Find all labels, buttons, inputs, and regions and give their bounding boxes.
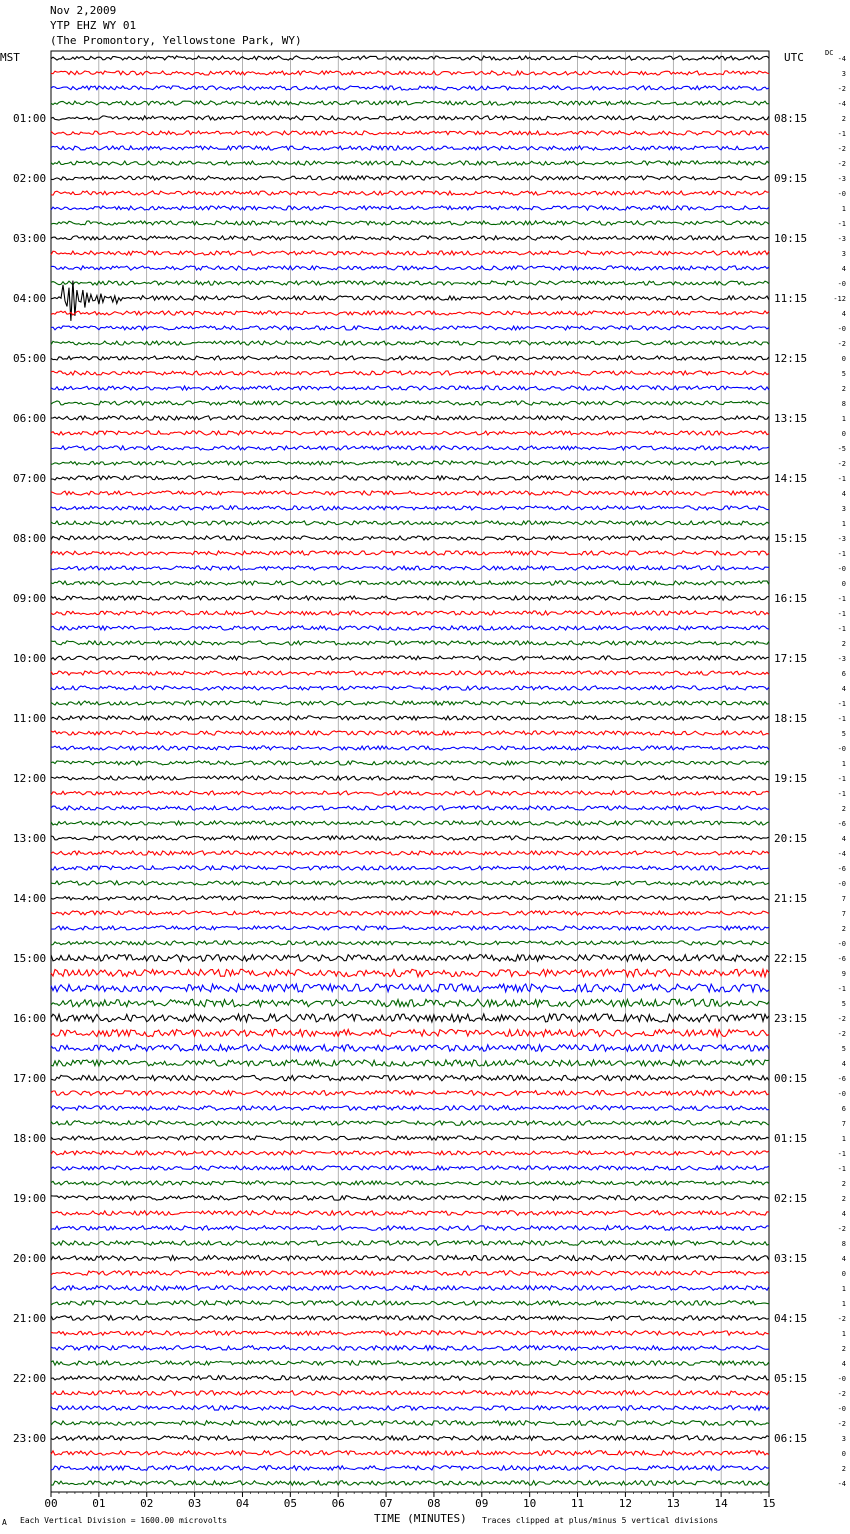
dc-offset-label: -4 <box>837 850 846 858</box>
seismic-trace <box>51 596 769 600</box>
x-tick-label: 01 <box>92 1497 106 1510</box>
seismic-trace <box>51 506 769 510</box>
utc-hour-label: 00:15 <box>774 1072 808 1085</box>
seismic-trace <box>51 1301 769 1306</box>
seismic-trace <box>51 101 769 105</box>
seismic-trace <box>51 266 769 270</box>
mst-hour-label: 01:00 <box>13 112 47 125</box>
utc-hour-label: 05:15 <box>774 1372 808 1385</box>
dc-offset-label: 1 <box>841 520 846 528</box>
seismic-trace <box>51 401 769 405</box>
seismic-trace <box>51 341 769 345</box>
utc-hour-label: 21:15 <box>774 892 808 905</box>
dc-offset-label: 2 <box>841 1180 846 1188</box>
seismic-trace <box>51 446 769 450</box>
seismic-trace <box>51 836 769 840</box>
x-tick-label: 04 <box>235 1497 250 1510</box>
dc-offset-label: 7 <box>841 895 846 903</box>
utc-hour-label: 06:15 <box>774 1432 808 1445</box>
seismic-trace <box>51 641 769 645</box>
dc-offset-label: -2 <box>837 85 846 93</box>
dc-offset-label: -1 <box>837 550 846 558</box>
utc-hour-label: 16:15 <box>774 592 808 605</box>
dc-offset-label: -0 <box>837 940 846 948</box>
dc-offset-label: 3 <box>841 250 846 258</box>
seismic-trace <box>51 1256 769 1261</box>
dc-offset-label: -1 <box>837 610 846 618</box>
seismic-trace <box>51 701 769 705</box>
seismic-trace <box>51 326 769 330</box>
dc-offset-label: 2 <box>841 1195 846 1203</box>
seismic-trace <box>51 1436 769 1441</box>
mst-hour-label: 16:00 <box>13 1012 47 1025</box>
dc-offset-label: 4 <box>841 1210 846 1218</box>
dc-offset-label: 3 <box>841 505 846 513</box>
dc-offset-label: -2 <box>837 160 846 168</box>
utc-hour-label: 14:15 <box>774 472 808 485</box>
dc-offset-label: 4 <box>841 1060 846 1068</box>
seismic-trace <box>51 1166 769 1170</box>
seismic-trace <box>51 671 769 675</box>
seismic-trace <box>51 311 769 315</box>
x-tick-label: 13 <box>666 1497 680 1510</box>
seismic-trace <box>51 416 769 420</box>
seismic-trace <box>51 911 769 915</box>
seismic-trace <box>51 1060 769 1066</box>
seismic-trace <box>51 236 769 240</box>
seismic-trace <box>51 56 769 60</box>
seismic-trace <box>51 1151 769 1155</box>
utc-hour-label: 03:15 <box>774 1252 808 1265</box>
dc-offset-label: -0 <box>837 190 846 198</box>
x-tick-label: 05 <box>283 1497 297 1510</box>
dc-offset-label: 2 <box>841 1465 846 1473</box>
dc-offset-label: -6 <box>837 820 846 828</box>
seismic-trace <box>51 71 769 75</box>
seismic-trace <box>51 941 769 945</box>
dc-offset-label: 2 <box>841 640 846 648</box>
seismic-trace <box>51 791 769 795</box>
seismic-trace <box>51 1346 769 1351</box>
dc-offset-label: -4 <box>837 55 846 63</box>
dc-offset-label: -0 <box>837 880 846 888</box>
seismic-trace <box>51 431 769 435</box>
mst-hour-label: 07:00 <box>13 472 47 485</box>
dc-offset-label: 4 <box>841 310 846 318</box>
dc-offset-label: 8 <box>841 400 846 408</box>
utc-hour-label: 19:15 <box>774 772 808 785</box>
dc-offset-label: -1 <box>837 625 846 633</box>
seismic-trace <box>51 386 769 390</box>
dc-offset-label: 0 <box>841 1450 846 1458</box>
dc-offset-label: -1 <box>837 1165 846 1173</box>
dc-offset-label: -6 <box>837 865 846 873</box>
dc-offset-label: 2 <box>841 115 846 123</box>
dc-offset-label: -0 <box>837 1375 846 1383</box>
utc-hour-label: 08:15 <box>774 112 808 125</box>
seismic-trace <box>51 1029 769 1036</box>
dc-offset-label: -3 <box>837 535 846 543</box>
dc-offset-label: -6 <box>837 1075 846 1083</box>
seismic-trace <box>51 806 769 810</box>
dc-offset-label: -1 <box>837 790 846 798</box>
dc-offset-label: 2 <box>841 385 846 393</box>
dc-offset-label: -1 <box>837 220 846 228</box>
dc-offset-label: -6 <box>837 955 846 963</box>
dc-offset-label: -1 <box>837 595 846 603</box>
seismic-trace <box>51 761 769 765</box>
dc-offset-label: 0 <box>841 355 846 363</box>
dc-offset-label: 1 <box>841 1300 846 1308</box>
seismic-trace <box>51 551 769 555</box>
seismic-trace <box>51 1014 769 1022</box>
label-group <box>0 51 846 1510</box>
mst-hour-label: 03:00 <box>13 232 47 245</box>
mst-hour-label: 19:00 <box>13 1192 47 1205</box>
seismic-trace <box>51 1286 769 1291</box>
seismic-trace <box>51 1361 769 1366</box>
x-tick-label: 10 <box>523 1497 537 1510</box>
seismic-trace <box>51 1421 769 1426</box>
mst-hour-label: 09:00 <box>13 592 47 605</box>
seismic-trace <box>51 161 769 165</box>
dc-offset-label: 2 <box>841 1345 846 1353</box>
seismic-trace <box>51 851 769 855</box>
seismic-trace <box>51 521 769 525</box>
footer-left-mark: A <box>2 1518 7 1527</box>
dc-offset-label: 3 <box>841 1435 846 1443</box>
utc-hour-label: 18:15 <box>774 712 808 725</box>
x-tick-label: 07 <box>379 1497 393 1510</box>
trace-group <box>51 56 769 1485</box>
dc-offset-label: 7 <box>841 1120 846 1128</box>
dc-offset-label: -0 <box>837 745 846 753</box>
dc-offset-label: -2 <box>837 1315 846 1323</box>
seismic-trace <box>51 1481 769 1486</box>
footer-clip-note: Traces clipped at plus/minus 5 vertical divisions <box>482 1516 719 1525</box>
utc-hour-label: 13:15 <box>774 412 808 425</box>
dc-offset-label: 4 <box>841 265 846 273</box>
mst-hour-label: 21:00 <box>13 1312 47 1325</box>
dc-offset-label: 7 <box>841 910 846 918</box>
seismic-trace <box>51 1316 769 1321</box>
dc-offset-label: 2 <box>841 925 846 933</box>
dc-offset-label: -0 <box>837 1090 846 1098</box>
seismic-trace <box>51 116 769 120</box>
x-tick-label: 15 <box>762 1497 776 1510</box>
seismic-trace <box>51 746 769 750</box>
seismic-trace <box>51 626 769 630</box>
mst-hour-label: 10:00 <box>13 652 47 665</box>
utc-hour-label: 02:15 <box>774 1192 808 1205</box>
dc-offset-label: 1 <box>841 205 846 213</box>
utc-zone-label: UTC <box>784 51 804 64</box>
mst-hour-label: 12:00 <box>13 772 47 785</box>
seismic-trace <box>51 1136 769 1140</box>
dc-offset-label: 3 <box>841 70 846 78</box>
mst-hour-label: 18:00 <box>13 1132 47 1145</box>
x-tick-label: 06 <box>331 1497 345 1510</box>
dc-offset-label: 0 <box>841 430 846 438</box>
dc-offset-label: -2 <box>837 460 846 468</box>
dc-offset-label: -1 <box>837 985 846 993</box>
header-station: YTP EHZ WY 01 <box>50 19 137 32</box>
dc-offset-label: 4 <box>841 1255 846 1263</box>
dc-offset-label: -0 <box>837 280 846 288</box>
mst-hour-label: 17:00 <box>13 1072 47 1085</box>
dc-offset-label: -2 <box>837 145 846 153</box>
seismic-trace <box>51 1391 769 1396</box>
dc-offset-label: -4 <box>837 1480 846 1488</box>
dc-offset-label: 5 <box>841 370 846 378</box>
dc-offset-label: 2 <box>841 805 846 813</box>
mst-hour-label: 05:00 <box>13 352 47 365</box>
mst-hour-label: 02:00 <box>13 172 47 185</box>
seismic-trace <box>51 1271 769 1276</box>
seismic-trace <box>51 371 769 375</box>
mst-hour-label: 08:00 <box>13 532 47 545</box>
dc-offset-label: -1 <box>837 715 846 723</box>
x-tick-label: 11 <box>570 1497 585 1510</box>
x-tick-label: 14 <box>714 1497 728 1510</box>
seismic-trace <box>51 251 769 255</box>
dc-offset-label: 0 <box>841 1270 846 1278</box>
x-tick-label: 12 <box>618 1497 633 1510</box>
seismic-trace <box>51 999 769 1007</box>
dc-offset-label: -1 <box>837 700 846 708</box>
dc-offset-label: -1 <box>837 1150 846 1158</box>
seismic-trace <box>51 191 769 195</box>
dc-offset-label: -5 <box>837 445 846 453</box>
dc-offset-label: -2 <box>837 1030 846 1038</box>
seismic-trace <box>51 1075 769 1080</box>
header-location: (The Promontory, Yellowstone Park, WY) <box>50 34 302 47</box>
seismic-trace <box>51 776 769 780</box>
seismic-trace <box>51 1331 769 1336</box>
dc-offset-label: -0 <box>837 1405 846 1413</box>
seismic-trace <box>51 461 769 465</box>
seismic-trace <box>51 656 769 660</box>
dc-offset-label: 1 <box>841 1285 846 1293</box>
mst-hour-label: 15:00 <box>13 952 47 965</box>
seismic-trace <box>51 1091 769 1096</box>
utc-hour-label: 12:15 <box>774 352 808 365</box>
dc-offset-label: 5 <box>841 1045 846 1053</box>
utc-hour-label: 04:15 <box>774 1312 808 1325</box>
seismic-trace <box>51 1241 769 1246</box>
seismic-trace <box>51 86 769 90</box>
seismic-trace <box>51 491 769 495</box>
seismic-trace <box>51 1466 769 1471</box>
dc-offset-label: 5 <box>841 730 846 738</box>
mst-hour-label: 06:00 <box>13 412 47 425</box>
seismic-trace <box>51 176 769 180</box>
mst-hour-label: 20:00 <box>13 1252 47 1265</box>
dc-offset-label: 8 <box>841 1240 846 1248</box>
utc-hour-label: 11:15 <box>774 292 808 305</box>
seismic-trace <box>51 1406 769 1411</box>
seismic-trace <box>51 686 769 690</box>
utc-hour-label: 23:15 <box>774 1012 808 1025</box>
dc-offset-label: 9 <box>841 970 846 978</box>
dc-offset-label: -1 <box>837 130 846 138</box>
dc-offset-label: 4 <box>841 1360 846 1368</box>
seismic-trace <box>51 146 769 150</box>
dc-offset-label: 1 <box>841 1330 846 1338</box>
x-tick-label: 03 <box>187 1497 202 1510</box>
dc-offset-label: 1 <box>841 415 846 423</box>
dc-offset-label: -0 <box>837 325 846 333</box>
dc-offset-label: -2 <box>837 340 846 348</box>
seismic-trace <box>51 536 769 540</box>
seismic-trace <box>51 984 769 992</box>
seismic-trace <box>51 866 769 870</box>
utc-hour-label: 20:15 <box>774 832 808 845</box>
dc-offset-label: -3 <box>837 655 846 663</box>
seismic-trace <box>51 731 769 735</box>
seismic-trace <box>51 1121 769 1126</box>
dc-offset-label: 6 <box>841 670 846 678</box>
seismic-trace <box>51 1181 769 1185</box>
dc-offset-label: -2 <box>837 1015 846 1023</box>
utc-hour-label: 01:15 <box>774 1132 808 1145</box>
seismic-trace <box>51 611 769 615</box>
seismic-trace <box>51 716 769 720</box>
utc-hour-label: 09:15 <box>774 172 808 185</box>
mst-hour-label: 11:00 <box>13 712 47 725</box>
x-tick-label: 00 <box>44 1497 58 1510</box>
seismic-trace <box>51 1226 769 1231</box>
seismic-trace <box>51 221 769 225</box>
dc-offset-label: 4 <box>841 490 846 498</box>
dc-offset-label: 4 <box>841 685 846 693</box>
utc-hour-label: 15:15 <box>774 532 808 545</box>
dc-offset-label: -3 <box>837 235 846 243</box>
x-axis-title: TIME (MINUTES) <box>374 1512 467 1525</box>
seismic-trace <box>51 821 769 825</box>
utc-hour-label: 22:15 <box>774 952 808 965</box>
footer-scale-note: Each Vertical Division = 1600.00 microvolts <box>20 1516 228 1525</box>
mst-hour-label: 23:00 <box>13 1432 47 1445</box>
dc-offset-label: -2 <box>837 1390 846 1398</box>
dc-offset-label: -12 <box>833 295 846 303</box>
x-tick-label: 08 <box>427 1497 441 1510</box>
x-tick-label: 02 <box>140 1497 154 1510</box>
seismic-trace <box>51 955 769 962</box>
utc-hour-label: 10:15 <box>774 232 808 245</box>
dc-offset-label: -3 <box>837 175 846 183</box>
mst-hour-label: 13:00 <box>13 832 47 845</box>
dc-offset-label: -1 <box>837 775 846 783</box>
dc-offset-label: 1 <box>841 1135 846 1143</box>
seismic-trace <box>51 1211 769 1216</box>
dc-offset-label: -2 <box>837 1225 846 1233</box>
dc-offset-label: 5 <box>841 1000 846 1008</box>
mst-zone-label: MST <box>0 51 20 64</box>
seismic-trace <box>51 131 769 135</box>
seismic-trace <box>51 1045 769 1052</box>
seismic-trace <box>51 896 769 900</box>
dc-offset-label: -4 <box>837 100 846 108</box>
dc-offset-label: -1 <box>837 475 846 483</box>
utc-hour-label: 17:15 <box>774 652 808 665</box>
seismic-trace <box>51 926 769 930</box>
mst-hour-label: 04:00 <box>13 292 47 305</box>
dc-offset-label: -2 <box>837 1420 846 1428</box>
seismic-trace <box>51 206 769 210</box>
seismic-trace <box>51 476 769 480</box>
dc-offset-label: -0 <box>837 565 846 573</box>
x-tick-label: 09 <box>475 1497 489 1510</box>
seismic-trace <box>51 1451 769 1456</box>
dc-offset-label: 6 <box>841 1105 846 1113</box>
seismic-trace <box>51 969 769 977</box>
seismic-trace <box>51 881 769 885</box>
dc-offset-label: 0 <box>841 580 846 588</box>
seismic-trace <box>51 356 769 360</box>
mst-hour-label: 22:00 <box>13 1372 47 1385</box>
dc-label: DC <box>825 49 834 57</box>
seismic-trace <box>51 1196 769 1201</box>
seismic-trace <box>51 566 769 570</box>
seismic-trace <box>51 581 769 585</box>
dc-offset-label: 4 <box>841 835 846 843</box>
mst-hour-label: 14:00 <box>13 892 47 905</box>
seismic-trace <box>51 1106 769 1111</box>
seismic-trace <box>51 281 769 285</box>
dc-offset-label: 1 <box>841 760 846 768</box>
header-date: Nov 2,2009 <box>50 4 117 17</box>
seismic-trace <box>51 1376 769 1381</box>
